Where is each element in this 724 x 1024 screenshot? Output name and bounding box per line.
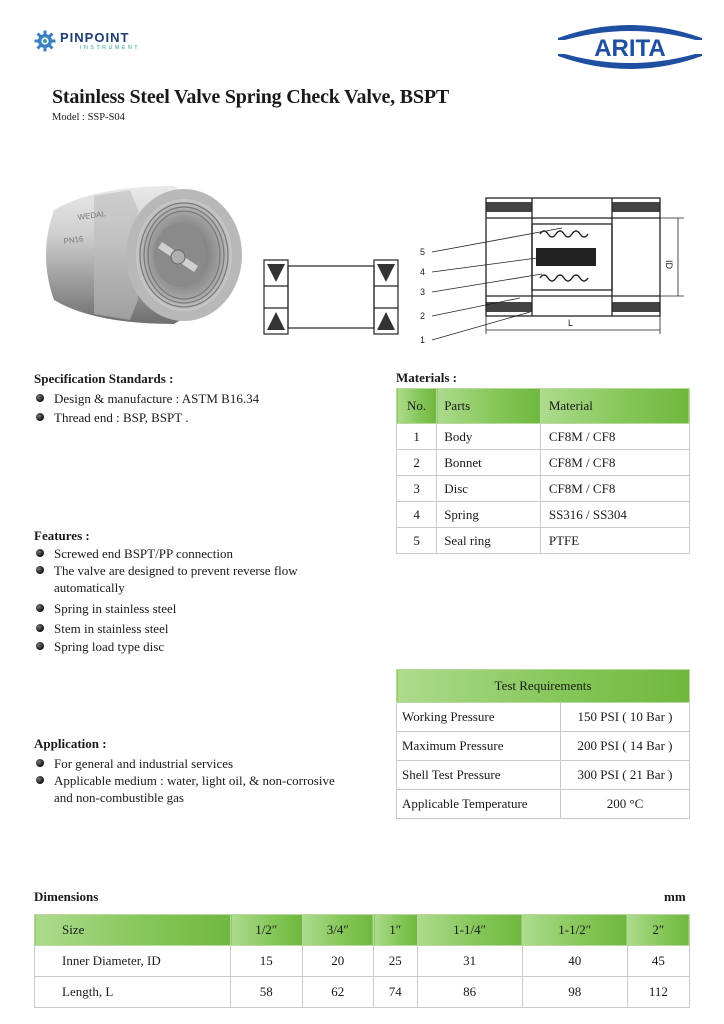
model-number: Model : SSP-S04 (52, 112, 125, 123)
table-row (397, 476, 690, 502)
application-item: Applicable medium : water, light oil, & non-corrosive and non-combustible gas (36, 772, 335, 806)
spec-heading: Specification Standards : (34, 371, 174, 386)
cell: 45 (627, 946, 689, 977)
table-row (397, 450, 690, 476)
dimensions-unit: mm (664, 889, 686, 904)
test-requirements-table (396, 669, 690, 819)
features-heading: Features : (34, 528, 90, 543)
col-header: 1″ (374, 915, 417, 946)
cell: Working Pressure (397, 703, 561, 732)
cell: Applicable Temperature (397, 790, 561, 819)
cell: 31 (417, 946, 522, 977)
pinpoint-logo (34, 30, 140, 52)
table-row (397, 703, 690, 732)
arita-logo (552, 18, 708, 76)
cell: 15 (231, 946, 303, 977)
cell: 112 (627, 977, 689, 1008)
cell: 62 (302, 977, 374, 1008)
gear-icon (34, 30, 56, 52)
svg-text:PN16: PN16 (63, 234, 85, 246)
dim-label-l: L (568, 318, 574, 328)
cell: CF8M / CF8 (540, 450, 689, 476)
table-row (35, 977, 690, 1008)
cell: 20 (302, 946, 374, 977)
valve-side-drawing (262, 254, 402, 340)
bullet-icon (36, 549, 44, 557)
cell: 40 (522, 946, 627, 977)
cell: 300 PSI ( 21 Bar ) (561, 761, 690, 790)
arita-wordmark: ARITA (594, 35, 666, 62)
cell: 98 (522, 977, 627, 1008)
bullet-icon (36, 776, 44, 784)
bullet-icon (36, 642, 44, 650)
materials-header-row (397, 389, 690, 424)
spec-item: Design & manufacture : ASTM B16.34 (36, 390, 259, 407)
feature-item: Stem in stainless steel (36, 620, 168, 637)
col-header: 1/2″ (231, 915, 303, 946)
cell: 4 (397, 502, 437, 528)
cell: Seal ring (437, 528, 541, 554)
table-row (397, 424, 690, 450)
col-header: 2″ (627, 915, 689, 946)
col-header: No. (397, 389, 437, 424)
cell: Spring (437, 502, 541, 528)
dim-label-id: ID (664, 260, 674, 269)
bullet-icon (36, 604, 44, 612)
part-label-3: 3 (420, 287, 426, 297)
feature-item: Spring in stainless steel (36, 600, 176, 617)
feature-item: Screwed end BSPT/PP connection (36, 545, 233, 562)
col-header: Parts (437, 389, 541, 424)
cell: Bonnet (437, 450, 541, 476)
application-heading: Application : (34, 736, 107, 751)
table-row (397, 502, 690, 528)
dimensions-header-row (35, 915, 690, 946)
bullet-icon (36, 394, 44, 402)
cell: Maximum Pressure (397, 732, 561, 761)
table-row (397, 528, 690, 554)
dimensions-table (34, 914, 690, 1008)
cell: 25 (374, 946, 417, 977)
cell: Disc (437, 476, 541, 502)
cell: Length, L (35, 977, 231, 1008)
col-header: 3/4″ (302, 915, 374, 946)
table-row (397, 761, 690, 790)
cell: SS316 / SS304 (540, 502, 689, 528)
cell: CF8M / CF8 (540, 424, 689, 450)
col-header: Size (35, 915, 231, 946)
table-row (397, 732, 690, 761)
col-header: 1-1/4″ (417, 915, 522, 946)
feature-item: Spring load type disc (36, 638, 164, 655)
cell: CF8M / CF8 (540, 476, 689, 502)
test-header-row (397, 670, 690, 703)
test-heading: Test Requirements (397, 670, 690, 703)
valve-section-drawing (412, 188, 692, 348)
bullet-icon (36, 759, 44, 767)
cell: 3 (397, 476, 437, 502)
cell: 200 PSI ( 14 Bar ) (561, 732, 690, 761)
cell: 58 (231, 977, 303, 1008)
cell: 150 PSI ( 10 Bar ) (561, 703, 690, 732)
pinpoint-sub: INSTRUMENT (80, 44, 141, 51)
part-label-5: 5 (420, 247, 426, 257)
bullet-icon (36, 624, 44, 632)
feature-item: The valve are designed to prevent reverse flow automatically (36, 562, 298, 596)
cell: 86 (417, 977, 522, 1008)
part-label-1: 1 (420, 335, 426, 345)
pinpoint-name: PINPOINT (60, 29, 130, 45)
valve-photo (34, 180, 246, 330)
part-label-2: 2 (420, 311, 426, 321)
part-label-4: 4 (420, 267, 426, 277)
cell: Body (437, 424, 541, 450)
col-header: 1-1/2″ (522, 915, 627, 946)
cell: 2 (397, 450, 437, 476)
page-title: Stainless Steel Valve Spring Check Valve, BSPT (52, 86, 449, 108)
bullet-icon (36, 566, 44, 574)
cell: 200 °C (561, 790, 690, 819)
cell: Shell Test Pressure (397, 761, 561, 790)
materials-table (396, 388, 690, 554)
cell: 1 (397, 424, 437, 450)
col-header: Material (540, 389, 689, 424)
svg-text:WEDAL: WEDAL (77, 209, 107, 222)
dimensions-heading: Dimensions (34, 889, 99, 904)
bullet-icon (36, 413, 44, 421)
cell: Inner Diameter, ID (35, 946, 231, 977)
cell: PTFE (540, 528, 689, 554)
table-row (397, 790, 690, 819)
table-row (35, 946, 690, 977)
application-item: For general and industrial services (36, 755, 233, 772)
spec-item: Thread end : BSP, BSPT . (36, 409, 188, 426)
cell: 5 (397, 528, 437, 554)
materials-heading: Materials : (396, 370, 458, 385)
cell: 74 (374, 977, 417, 1008)
